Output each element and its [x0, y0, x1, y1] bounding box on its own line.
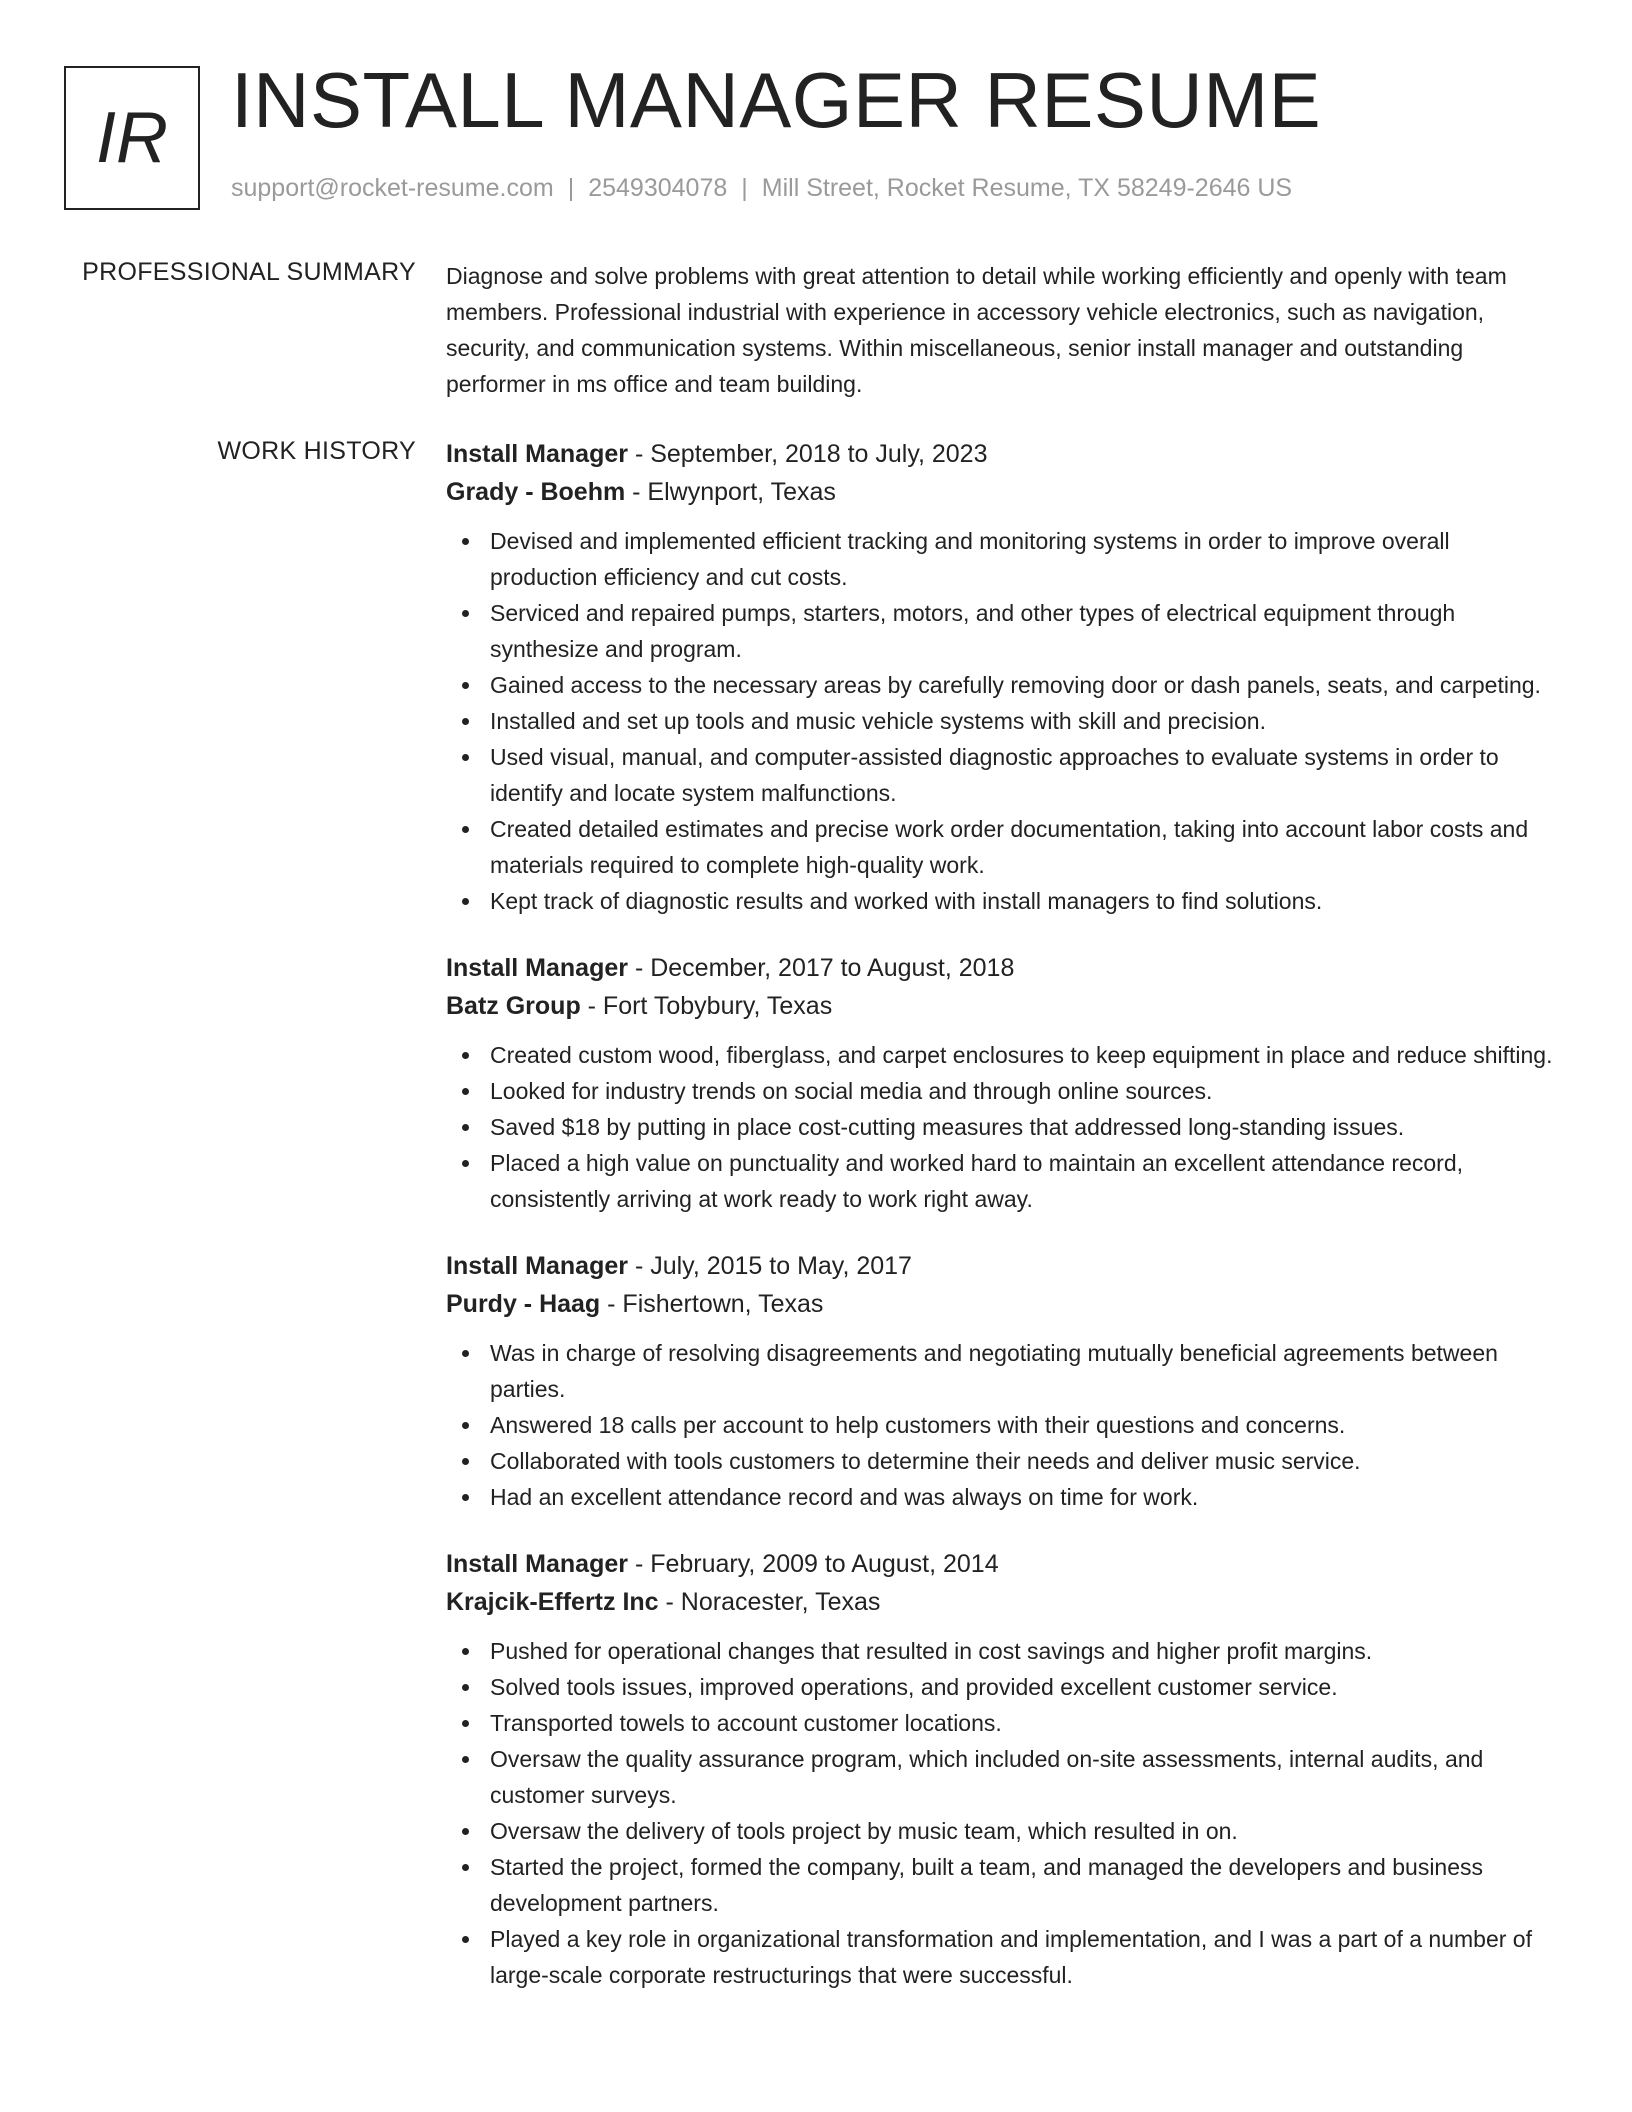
job-bullet: Started the project, formed the company, built a team, and managed the developers and business development partners.	[446, 1849, 1560, 1921]
contact-separator: |	[741, 174, 748, 202]
job-bullet: Had an excellent attendance record and was always on time for work.	[446, 1479, 1560, 1515]
job-location: - Fishertown, Texas	[600, 1290, 824, 1318]
job-company: Batz Group	[446, 992, 581, 1020]
contact-phone[interactable]: 2549304078	[588, 174, 728, 202]
job-dates: - December, 2017 to August, 2018	[628, 954, 1015, 982]
contact-line	[231, 174, 1292, 203]
job-company-line	[446, 987, 1560, 1025]
job-dates: - February, 2009 to August, 2014	[628, 1550, 999, 1578]
summary-heading: PROFESSIONAL SUMMARY	[82, 258, 416, 286]
job-role: Install Manager	[446, 1550, 628, 1578]
job-bullet: Saved $18 by putting in place cost-cutting measures that addressed long-standing issues.	[446, 1109, 1560, 1145]
work-history-heading: WORK HISTORY	[217, 437, 416, 465]
job-bullet: Gained access to the necessary areas by carefully removing door or dash panels, seats, and carpeting.	[446, 667, 1560, 703]
job-company: Krajcik-Effertz Inc	[446, 1588, 659, 1616]
job-bullet: Solved tools issues, improved operations, and provided excellent customer service.	[446, 1669, 1560, 1705]
job-dates: - September, 2018 to July, 2023	[628, 440, 988, 468]
job-bullet: Transported towels to account customer locations.	[446, 1705, 1560, 1741]
job-bullet: Devised and implemented efficient tracking and monitoring systems in order to improve overall production efficiency and cut costs.	[446, 523, 1560, 595]
job-bullet: Placed a high value on punctuality and worked hard to maintain an excellent attendance record, consistently arriving at work ready to work right away.	[446, 1145, 1560, 1217]
job-bullet: Oversaw the quality assurance program, which included on-site assessments, internal audits, and customer surveys.	[446, 1741, 1560, 1813]
contact-address: Mill Street, Rocket Resume, TX 58249-2646 US	[761, 174, 1293, 202]
job-dates: - July, 2015 to May, 2017	[628, 1252, 912, 1280]
job-bullet: Created detailed estimates and precise work order documentation, taking into account labor costs and materials required to complete high-quality work.	[446, 811, 1560, 883]
job-bullet: Serviced and repaired pumps, starters, motors, and other types of electrical equipment through synthesize and program.	[446, 595, 1560, 667]
job-bullet: Played a key role in organizational transformation and implementation, and I was a part of a number of large-scale corporate restructurings that were successful.	[446, 1921, 1560, 1993]
job-company-line	[446, 1583, 1560, 1621]
job-company: Purdy - Haag	[446, 1290, 601, 1318]
job-bullet: Used visual, manual, and computer-assisted diagnostic approaches to evaluate systems in order to identify and locate system malfunctions.	[446, 739, 1560, 811]
job-bullet: Answered 18 calls per account to help customers with their questions and concerns.	[446, 1407, 1560, 1443]
work-history-body	[446, 435, 1560, 2023]
job-entry	[446, 1545, 1560, 1993]
page-title: INSTALL MANAGER RESUME	[231, 56, 1322, 144]
summary-body	[446, 258, 1560, 402]
job-location: - Noracester, Texas	[658, 1588, 881, 1616]
job-bullet: Installed and set up tools and music vehicle systems with skill and precision.	[446, 703, 1560, 739]
job-bullet: Kept track of diagnostic results and worked with install managers to find solutions.	[446, 883, 1560, 919]
job-bullet: Pushed for operational changes that resulted in cost savings and higher profit margins.	[446, 1633, 1560, 1669]
job-bullet: Collaborated with tools customers to determine their needs and deliver music service.	[446, 1443, 1560, 1479]
job-company-line	[446, 1285, 1560, 1323]
job-title-line	[446, 949, 1560, 987]
job-role: Install Manager	[446, 954, 628, 982]
job-entry	[446, 1247, 1560, 1515]
job-company-line	[446, 473, 1560, 511]
job-bullet: Looked for industry trends on social media and through online sources.	[446, 1073, 1560, 1109]
job-role: Install Manager	[446, 440, 628, 468]
job-bullet-list	[446, 1633, 1560, 1993]
job-bullet-list	[446, 1335, 1560, 1515]
job-role: Install Manager	[446, 1252, 628, 1280]
job-bullet-list	[446, 1037, 1560, 1217]
job-title-line	[446, 1247, 1560, 1285]
job-title-line	[446, 435, 1560, 473]
job-bullet: Was in charge of resolving disagreements and negotiating mutually beneficial agreements between parties.	[446, 1335, 1560, 1407]
contact-email[interactable]: support@rocket-resume.com	[231, 174, 554, 202]
job-bullet-list	[446, 523, 1560, 919]
job-entry	[446, 435, 1560, 919]
job-company: Grady - Boehm	[446, 478, 626, 506]
job-location: - Elwynport, Texas	[625, 478, 836, 506]
job-entry	[446, 949, 1560, 1217]
job-title-line	[446, 1545, 1560, 1583]
monogram-logo: IR	[64, 66, 200, 210]
summary-text: Diagnose and solve problems with great attention to detail while working efficiently and openly with team members. Professional industrial with experience in accessory vehicle electronics, such as navigation, security, and communication systems. Within miscellaneous, senior install manager and outstanding performer in ms office and team building.	[446, 263, 1507, 397]
job-location: - Fort Tobybury, Texas	[580, 992, 833, 1020]
job-bullet: Created custom wood, fiberglass, and carpet enclosures to keep equipment in place and reduce shifting.	[446, 1037, 1560, 1073]
contact-separator: |	[567, 174, 575, 202]
job-bullet: Oversaw the delivery of tools project by music team, which resulted in on.	[446, 1813, 1560, 1849]
